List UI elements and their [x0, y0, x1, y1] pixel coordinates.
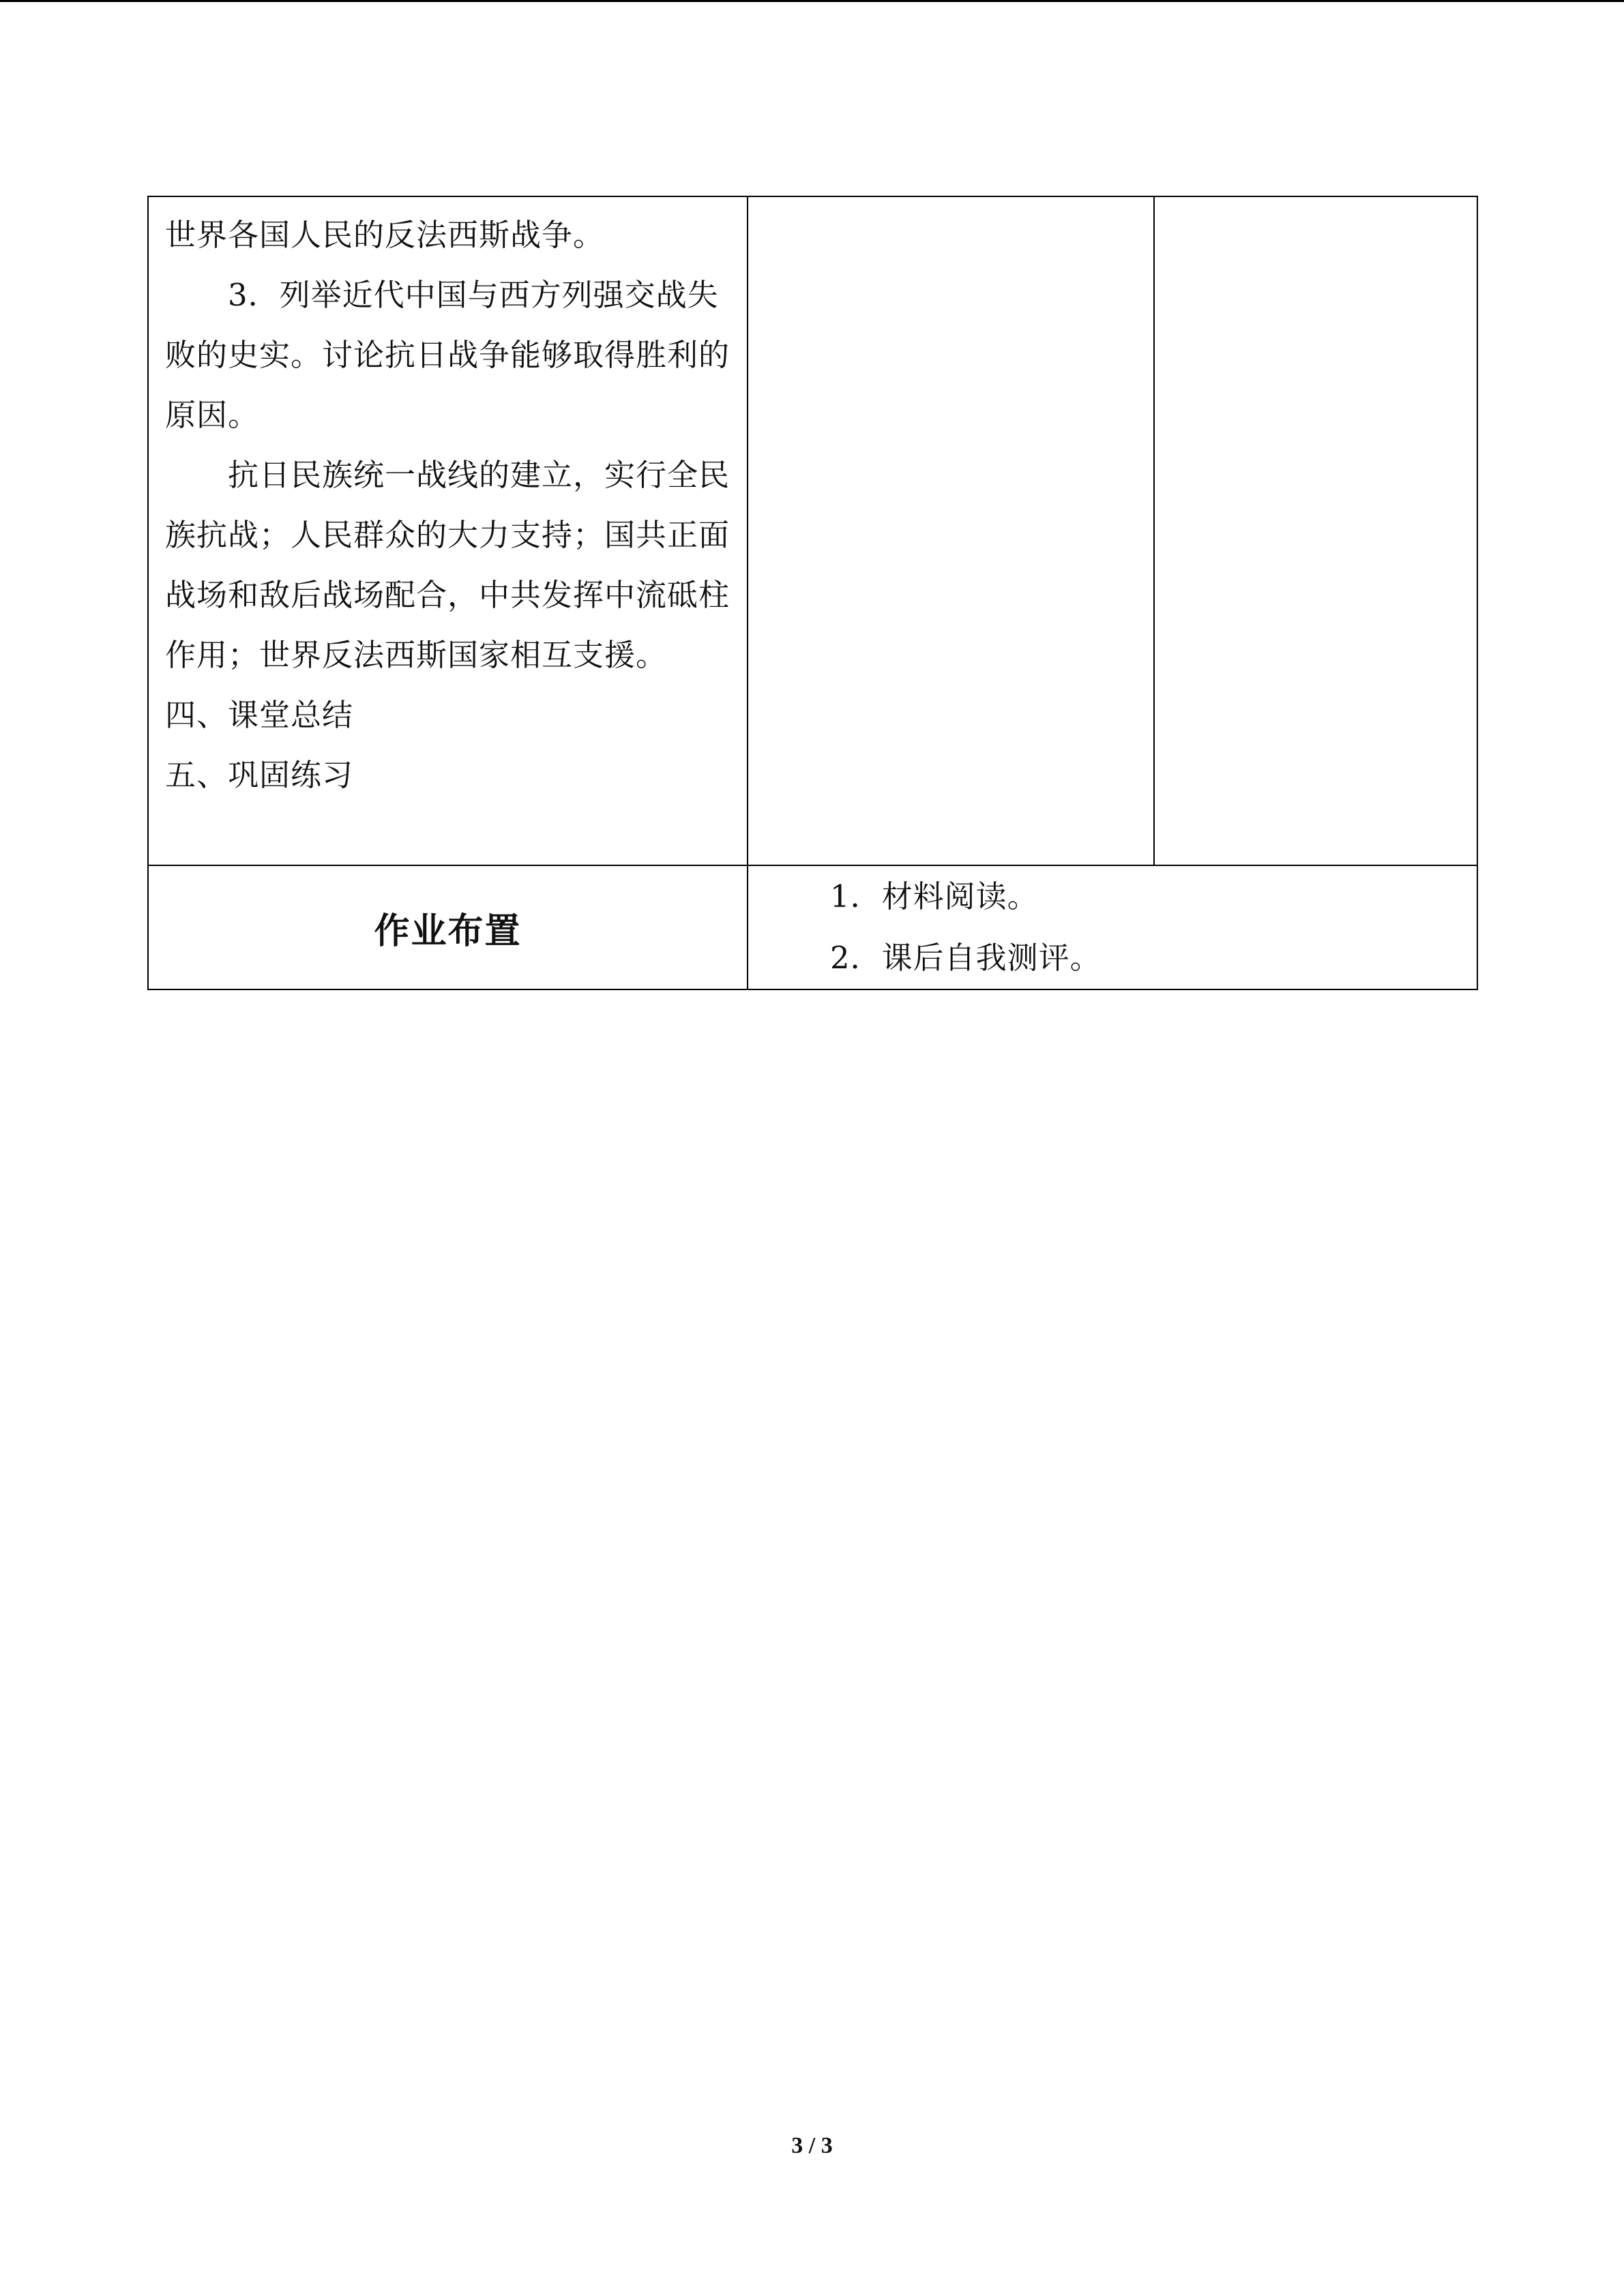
- teaching-process-row: [148, 196, 1477, 865]
- lesson-plan-table: [147, 196, 1478, 990]
- student-activity-cell: [748, 196, 1154, 865]
- homework-row: [148, 865, 1477, 989]
- top-border-line: [0, 0, 1624, 2]
- design-intent-cell: [1154, 196, 1477, 865]
- homework-item-1: 1．材料阅读。: [830, 878, 1039, 914]
- homework-items-cell: [748, 865, 1477, 989]
- homework-label-cell: [148, 865, 748, 989]
- page-number: 3 / 3: [791, 2133, 833, 2158]
- teaching-process-cell: [148, 196, 748, 865]
- process-paragraph-1: 世界各国人民的反法西斯战争。: [165, 217, 605, 253]
- homework-item-2: 2．课后自我测评。: [830, 940, 1102, 976]
- homework-label: 作业布置: [374, 910, 522, 952]
- process-paragraph-2: 3．列举近代中国与西方列强交战失败的史实。讨论抗日战争能够取得胜利的原因。: [165, 277, 730, 433]
- process-paragraph-5: 五、巩固练习: [165, 757, 354, 793]
- process-paragraph-4: 四、课堂总结: [165, 697, 354, 733]
- process-paragraph-3: 抗日民族统一战线的建立，实行全民族抗战；人民群众的大力支持；国共正面战场和敌后战场配合，中共发挥中流砥柱作用；世界反法西斯国家相互支援。: [165, 457, 730, 673]
